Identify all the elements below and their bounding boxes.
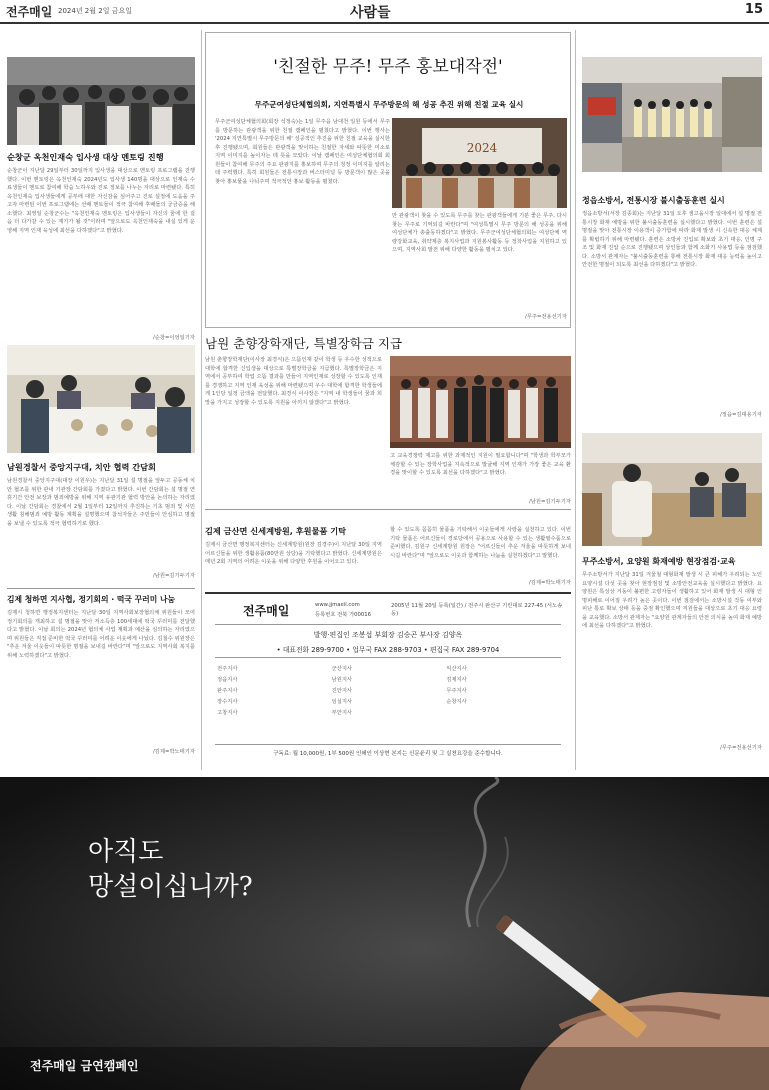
masthead-footer: 구독료: 월 10,000원, 1부 500원 인쇄인 이상현 본지는 신문윤리 및 그 실천요강을 준수합니다. bbox=[273, 751, 503, 757]
story6-byline: /정읍=김대용기자 bbox=[719, 412, 762, 418]
divider bbox=[215, 657, 561, 658]
story3-byline: /김제=박노태기자 bbox=[152, 749, 195, 755]
story4-byline: /남원=김기두기자 bbox=[528, 499, 571, 505]
story1-byline: /순창=이엉일기자 bbox=[152, 335, 195, 341]
divider bbox=[215, 624, 561, 625]
page-header bbox=[0, 0, 769, 24]
story6-body: 정읍소방서(서장 김종회)는 지난달 31일 오후 샘고을시장 일대에서 설 명절 전통시장 화재 예방을 위한 불시출동훈련을 실시했다고 밝혔다. 이번 훈련은 설 명절을 맞아 전통시장 이용객이 증가함에 따라 화재 발생 시 신속한 대응 체계를 확립하기 위해 마련됐다. 훈련은 소방차 진입로 확보와 초기 대응, 인명 구조 및 화재 진압 순으로 진행됐으며 상인들과 함께 소화기 사용법 등을 점검했다. 소방서 관계자는 "불시출동훈련을 통해 전통시장 화재 대응 능력을 높이고 안전한 명절이 되도록 최선을 다하겠다"고 밝혔다. bbox=[582, 211, 762, 268]
masthead-name: 전주매일 bbox=[243, 604, 290, 618]
branch-item: 임실지사 bbox=[331, 699, 353, 705]
story4-body: 남원 춘향장학재단(이사장 최경식)은 으뜸인재 같이 학생 등 우수한 성적으로 대학에 합격한 신입생을 대상으로 특별장학금을 지급했다. 특별장학금은 지역에서 공부하여 학업 으뜸 결과를 만들어 지역인재로 성장할 수 있도록 인재를 경쟁하고 지역 인재 육성을 위해 마련됐으며 우수 대학에 합격한 학생들에게 1인당 일정 금액을 전달했다. 최경식 이사장은 "지역 내 학생들이 꿈과 희망을 가지고 성장할 수 있도록 지원을 아끼지 않겠다"고 밝혔다. bbox=[205, 357, 382, 406]
feature-group-photo bbox=[392, 118, 567, 208]
story4-body-right: 고 교육경쟁력 제고를 위한 과제적인 지원이 필요합니다"며 "학생과 학부모가 체감할 수 있는 장학사업을 지속적으로 발굴해 지역 인재가 가장 좋은 교육 환경을 맞이할 수 있도록 최선을 다하겠다"고 밝혔다. bbox=[390, 453, 571, 476]
masthead-box bbox=[205, 592, 571, 764]
masthead-reg: 등록번호 전북 가00016 bbox=[315, 612, 372, 618]
feature-headline: '친절한 무주! 무주 홍보대작전' bbox=[273, 57, 503, 77]
branch-item: 순창지사 bbox=[446, 699, 467, 705]
svg-text:2024: 2024 bbox=[466, 141, 498, 155]
branch-item: 익산지사 bbox=[446, 666, 467, 672]
story1-body: 순창군이 지난달 29일부터 30일까지 입사생을 대상으로 멘토링 프로그램을 진행했다. 이번 멘토링은 옥천인재숙 2024년도 입사생 140명을 대상으로 인재숙 수료생들이 멘토로 참여해 학습 노하우와 진로 정보를 나누는 자리로 마련됐다. 특히 옥천인재숙 입사생들에게 공부에 대한 자신감을 심어주고 진로 설정에 도움을 주고자 마련된 이번 프로그램에는 선배 멘토들이 적극 참여해 후배들의 궁금증을 해소했다. 최영일 순창군수는 "옥천인재숙 멘토링은 입사생들이 자신의 꿈에 한 걸음 더 다가갈 수 있는 계기가 될 것"이라며 "앞으로도 옥천인재숙을 내실 있게 운영해 지역 인재 육성에 최선을 다하겠다"고 밝혔다. bbox=[7, 168, 195, 234]
story2-body: 남원경찰서 중앙지구대(대장 이원우)는 지난달 31일 설 명절을 앞두고 공동체 치안 협조를 위한 관내 기관장 간담회를 가졌다고 밝혔다. 이번 간담회는 설 명절 연휴기간 안전 보장과 범죄예방을 위해 지역 유관기관 협력 방안을 논의하는 자리였다. 이날 간담회는 경찰에서 2월 1일부터 12일까지 추진하는 기초 범죄 및 서민 생활 침해범죄 예방 활동 계획을 설명했으며 참석자들은 주민들이 안심하고 명절을 보낼 수 있도록 적극 협력하기로 했다. bbox=[7, 478, 195, 527]
masthead-phones: • 대표전화 289-9700 • 업무국 FAX 288-9703 • 편집국 FAX 289-9704 bbox=[276, 646, 500, 654]
branch-item: 고창지사 bbox=[217, 710, 238, 716]
branch-item: 무주지사 bbox=[446, 688, 467, 694]
story7-headline: 무주소방서, 요양원 화재예방 현장점검·교육 bbox=[582, 557, 736, 566]
story2-headline: 남원경찰서 중앙지구대, 치안 협력 간담회 bbox=[7, 462, 156, 472]
masthead-info: 2005년 11월 20일 등록(일간) / 전주시 완산구 기린대로 227-45 (서노송동) bbox=[391, 603, 563, 617]
story3-body: 김제시 청하면 행정복지센터는 지난달 30일 지역사회보장협의체 위원들이 모여 정기회의를 개최하고 설 명절을 맞아 저소득층 100세대에 떡국 꾸러미를 전달했다고 밝혔다. 이날 회의는 2024년 협의체 사업 계획과 예산을 심의하는 자리였으며 위원들은 직접 준비한 떡국 꾸러미를 어려운 이웃에게 나눴다. 김철수 위원장은 "추운 겨울 이웃들이 따뜻한 명절을 보내길 바란다"며 "앞으로도 지역사회 복지를 위해 노력하겠다"고 밝혔다. bbox=[7, 610, 195, 659]
page-number: 15 bbox=[744, 2, 763, 17]
branch-item: 진안지사 bbox=[331, 688, 353, 694]
ad-headline bbox=[88, 835, 253, 905]
feature-body-right: 만 관광객이 찾을 수 있도록 무주를 찾는 관광객들에게 기분 좋은 무주, 다시 찾는 무주로 기억되길 바란다"며 "여성특별시 무주 방문의 해 성공을 위해 여성단체가 총출동하겠다"고 밝혔다. 무주군여성단체협의회는 여성단체 역량강화교육, 취약계층 복지사업과 지원봉사활동 등 정착사업을 지원하고 있으며, 지역사회 발전 위해 다양한 활동을 펼치고 있다. bbox=[392, 213, 567, 253]
divider bbox=[205, 509, 571, 510]
police-meeting-photo bbox=[7, 345, 195, 453]
story4-headline: 남원 춘향장학재단, 특별장학금 지급 bbox=[205, 336, 403, 351]
masthead-url: www.jjmaeil.com bbox=[315, 602, 360, 608]
story7-byline: /무주=전용선기자 bbox=[719, 745, 762, 751]
scholarship-photo bbox=[390, 356, 571, 448]
divider bbox=[215, 744, 561, 745]
branch-item: 김제지사 bbox=[446, 677, 467, 683]
branch-item: 남원지사 bbox=[331, 677, 353, 683]
story5-body-right: 할 수 있도록 꼼꼼히 물품을 기탁해서 이웃들에게 사랑을 실천하고 있다. 이번 기탁 물품은 어르신들이 경로당에서 공용으로 사용할 수 있는 생활필수품으로 준비했다. 김원구 신세계방원 원장은 "어르신들이 추운 겨울을 따뜻하게 보내시길 바란다"며 "앞으로도 이웃과 함께하는 나눔을 실천하겠다"고 말했다. bbox=[390, 527, 571, 559]
issue-date: 2024년 2월 2일 금요일 bbox=[58, 7, 132, 15]
ad-campaign: 전주매일 금연캠페인 bbox=[30, 1059, 139, 1073]
masthead-staff: 발행·편집인 조봉섭 부회장 김승곤 부사장 김양옥 bbox=[313, 631, 463, 639]
paper-logo: 전주매일 bbox=[6, 5, 53, 19]
feature-body-left: 무주군여성단체협의회(회장 석정숙)는 1일 무주읍 남대천 일원 등에서 무주를 방문하는 관광객을 위한 친절 캠페인을 펼쳤다고 밝혔다. 이번 행사는 '2024 지연특별시 무주방문의 해' 성공적인 추진을 위한 친절 교육을 실시한 후 진행됐으며, 회원들은 관광객을 맞이하는 친절한 자세와 따뜻한 미소로 지역 이미지를 높이자는 데 뜻을 모았다. 이날 캠페인은 여성단체협의회 회원들이 참여해 무주의 주요 관광지를 홍보하며 무주의 청정 이미지를 알리는 데 주력했다. 특히 회원들은 전통시장과 버스터미널 등 방문객이 많은 곳을 찾아 홍보물을 나눠주며 적극적인 홍보 활동을 펼쳤다. bbox=[215, 119, 390, 185]
branch-item: 장수지사 bbox=[217, 699, 238, 705]
column-divider bbox=[201, 30, 202, 770]
story3-headline: 김제 청하면 지사협, 정기회의 · 떡국 꾸러미 나눔 bbox=[7, 595, 176, 604]
ad-headline-line1: 아직도 bbox=[88, 837, 164, 867]
mentoring-photo bbox=[7, 57, 195, 145]
branch-item: 정읍지사 bbox=[217, 677, 238, 683]
story1-headline: 순창군 옥천인재숙 입사생 대상 멘토링 진행 bbox=[7, 152, 164, 162]
branch-item: 군산지사 bbox=[331, 666, 353, 672]
story5-headline: 김제 금산면 신세계방원, 후원물품 기탁 bbox=[205, 526, 347, 536]
fire-drill-photo bbox=[582, 57, 762, 172]
nursing-home-photo bbox=[582, 433, 762, 546]
branch-list bbox=[217, 664, 561, 716]
story6-headline: 정읍소방서, 전통시장 불시출동훈련 실시 bbox=[582, 196, 725, 205]
divider bbox=[7, 588, 195, 589]
branch-item: 전주지사 bbox=[217, 666, 238, 672]
branch-item: 부안지사 bbox=[331, 710, 353, 716]
feature-subhead: 무주군여성단체협의회, 지연특별시 무주방문의 해 성공 추진 위해 친절 교육 실시 bbox=[254, 100, 524, 109]
story5-body: 김제시 금산면 행정복지센터는 신세계방원(원장 김경주)이 지난달 30일 지역 어르신들을 위한 생활용품(80만원 상당)을 기탁했다고 밝혔다. 신세계방원은 매년 2회 지역의 어려운 이웃을 위해 다양한 후원을 이어오고 있다. bbox=[205, 542, 382, 565]
ad-artwork bbox=[0, 777, 769, 1090]
column-divider bbox=[575, 30, 576, 770]
story7-body: 무주소방서가 지난달 31일 겨울철 대형화재 발생 시 큰 피해가 우려되는 노인요양시설 다섯 곳을 찾아 현장점검 및 소방안전교육을 실시했다고 밝혔다. 요양원은 특성상 거동이 불편한 고령자들이 생활하고 있어 화재 발생 시 대형 인명피해로 이어질 우려가 높은 곳이다. 이번 점검에서는 소방시설 작동 여부와 피난 통로 확보 상태 등을 중점 확인했으며 직원들을 대상으로 초기 대응 요령을 교육했다. 소방서 관계자는 "요양원 관계자들의 안전 의식을 높여 화재 예방에 최선을 다하겠다"고 밝혔다. bbox=[582, 572, 762, 629]
no-smoking-ad bbox=[0, 777, 769, 1090]
story2-byline: /남원=김기두기자 bbox=[152, 573, 195, 579]
feature-byline: /무주=전용선기자 bbox=[524, 314, 567, 320]
section-title: 사람들 bbox=[350, 5, 391, 21]
ad-headline-line2: 망설이십니까? bbox=[88, 872, 253, 903]
story5-byline: /김제=박노태기자 bbox=[528, 580, 571, 586]
branch-item: 완주지사 bbox=[217, 688, 238, 694]
